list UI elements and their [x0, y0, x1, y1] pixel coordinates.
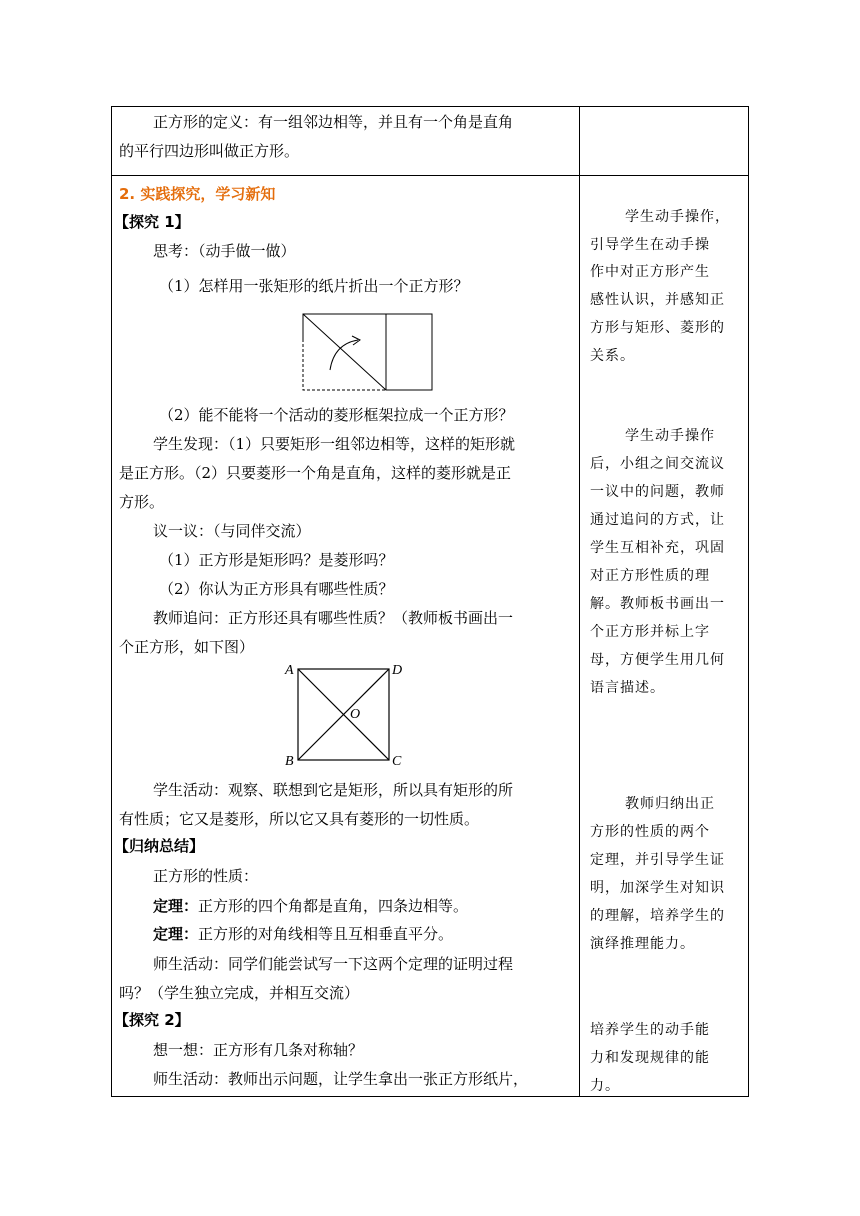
theorem-1: [153, 896, 468, 916]
note-line: 演绎推理能力。: [590, 936, 695, 952]
label-a: A: [285, 663, 294, 678]
discuss-prompt: 议一议：（与同伴交流）: [153, 522, 311, 540]
summary-title: 【归纳总结】: [114, 837, 205, 855]
definition-line-1: 正方形的定义：有一组邻边相等，并且有一个角是直角: [153, 113, 514, 131]
note-line: 培养学生的动手能: [590, 1022, 710, 1038]
definition-line-2: 的平行四边形叫做正方形。: [119, 142, 300, 160]
note-line: 关系。: [590, 348, 635, 364]
properties-intro: 正方形的性质：: [153, 867, 259, 885]
proof-activity-line-2: 吗？（学生独立完成，并相互交流）: [119, 984, 360, 1002]
note-line: 语言描述。: [590, 680, 665, 696]
row-divider: [111, 175, 749, 176]
note-line: 方形与矩形、菱形的: [590, 320, 725, 336]
label-d: D: [392, 663, 403, 678]
theorem-2: [153, 924, 453, 944]
discuss-item-1: （1）正方形是矩形吗？是菱形吗？: [159, 551, 394, 569]
teacher-ask-line-1: 教师追问：正方形还具有哪些性质？（教师板书画出一: [153, 609, 514, 627]
discuss-item-2: （2）你认为正方形具有哪些性质？: [159, 580, 394, 598]
activity-line-1: 学生活动：观察、联想到它是矩形，所以具有矩形的所: [153, 781, 514, 799]
table-border-top: [111, 106, 749, 107]
note-line: 对正方形性质的理: [590, 568, 710, 584]
label-o: O: [350, 707, 361, 722]
explore-1-title: 【探究 1】: [114, 213, 190, 231]
note-line: 引导学生在动手操: [590, 237, 710, 253]
theorem-1-text: 正方形的四个角都是直角，四条边相等。: [198, 897, 469, 915]
think-2-prompt: 想一想：正方形有几条对称轴？: [153, 1041, 364, 1059]
note-line: 母，方便学生用几何: [590, 652, 725, 668]
note-line: 感性认识，并感知正: [590, 292, 725, 308]
note-line: 作中对正方形产生: [590, 264, 710, 280]
note-line: 学生动手操作: [625, 428, 715, 444]
remaining-rect: [386, 314, 432, 390]
table-border-bottom: [111, 1096, 749, 1097]
question-2: （2）能不能将一个活动的菱形框架拉成一个正方形？: [159, 406, 514, 424]
table-border-left: [111, 106, 112, 1097]
table-border-right: [748, 106, 749, 1097]
teacher-ask-line-2: 个正方形，如下图）: [119, 638, 255, 656]
think-prompt: 思考：（动手做一做）: [153, 242, 296, 260]
label-c: C: [392, 754, 402, 769]
activity-2-line: 师生活动：教师出示问题，让学生拿出一张正方形纸片，: [153, 1070, 529, 1088]
note-line: 力和发现规律的能: [590, 1050, 710, 1066]
note-line: 方形的性质的两个: [590, 824, 710, 840]
note-line: 学生互相补充，巩固: [590, 540, 725, 556]
note-line: 个正方形并标上字: [590, 624, 710, 640]
note-line: 教师归纳出正: [625, 796, 715, 812]
note-line: 后，小组之间交流议: [590, 456, 725, 472]
label-b: B: [285, 754, 294, 769]
note-line: 明，加深学生对知识: [590, 880, 725, 896]
discover-line-2: 是正方形。（2）只要菱形一个角是直角，这样的菱形就是正: [119, 464, 512, 482]
proof-activity-line-1: 师生活动：同学们能尝试写一下这两个定理的证明过程: [153, 955, 514, 973]
square-diagram: [283, 660, 413, 770]
note-line: 学生动手操作，: [625, 209, 730, 225]
note-line: 通过追问的方式，让: [590, 512, 725, 528]
note-line: 解。教师板书画出一: [590, 596, 725, 612]
section-title: 2. 实践探究，学习新知: [119, 185, 276, 203]
discover-line-3: 方形。: [119, 493, 165, 511]
discover-line-1: 学生发现：（1）只要矩形一组邻边相等，这样的矩形就: [153, 435, 516, 453]
fold-diagonal: [303, 314, 386, 390]
column-divider: [579, 106, 580, 1097]
folding-figure: [300, 312, 435, 392]
theorem-2-text: 正方形的对角线相等且互相垂直平分。: [198, 925, 454, 943]
note-line: 力。: [590, 1078, 620, 1094]
question-1: （1）怎样用一张矩形的纸片折出一个正方形？: [159, 277, 469, 295]
theorem-label: 定理：: [153, 925, 199, 943]
note-line: 定理，并引导学生证: [590, 852, 725, 868]
note-line: 的理解，培养学生的: [590, 908, 725, 924]
activity-line-2: 有性质；它又是菱形，所以它又具有菱形的一切性质。: [119, 810, 480, 828]
explore-2-title: 【探究 2】: [114, 1011, 190, 1029]
theorem-label: 定理：: [153, 897, 199, 915]
note-line: 一议中的问题，教师: [590, 484, 725, 500]
